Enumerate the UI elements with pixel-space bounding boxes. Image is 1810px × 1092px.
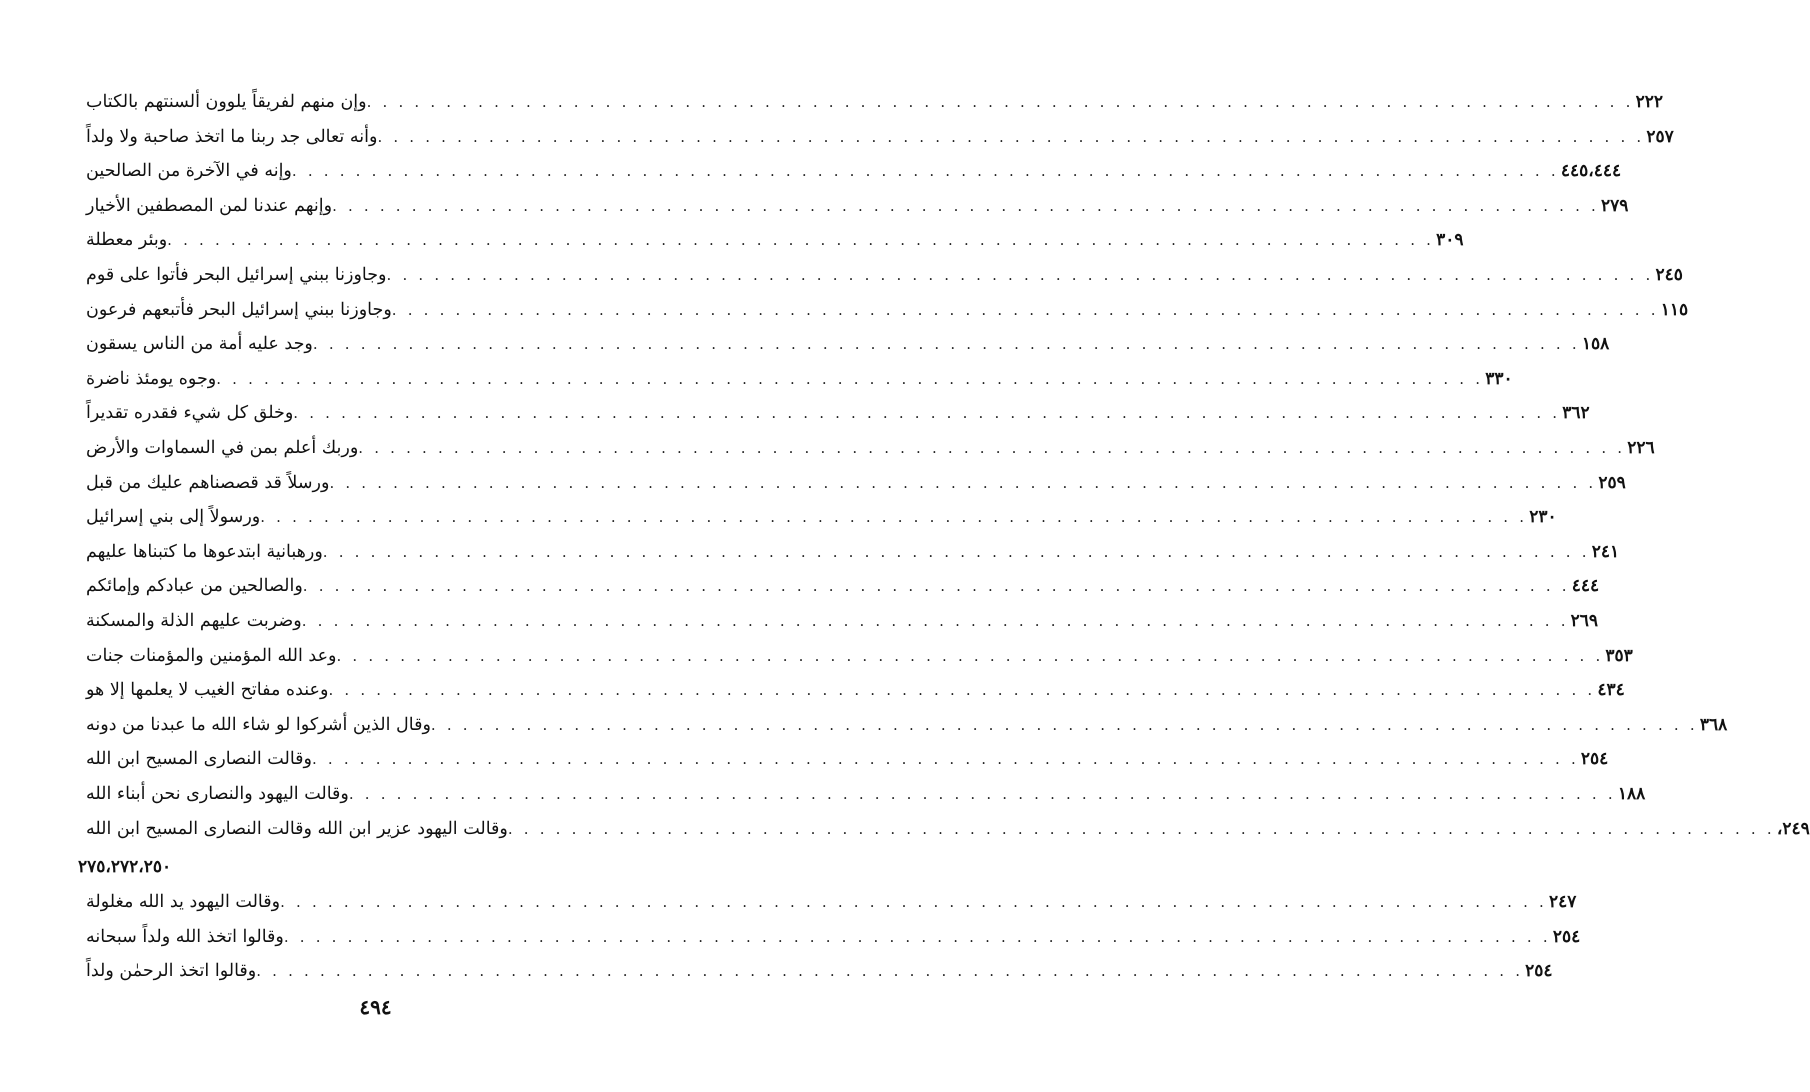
index-entry — [78, 120, 1674, 154]
entry-page-number: ٢٤٩، — [1776, 818, 1810, 839]
dot-leader: . . . . . . . . . . . . . . . . . . . . . . . . . . . . . . . . . . . . . . . . . . . . . . . . . . . . . . . . . . . . . . . . . . . . . . . . . . . . . . . . — [312, 335, 1580, 354]
entry-text: وقالت النصارى المسيح ابن الله — [86, 749, 312, 770]
dot-leader: . . . . . . . . . . . . . . . . . . . . . . . . . . . . . . . . . . . . . . . . . . . . . . . . . . . . . . . . . . . . . . . . . . . . . . . . . . . . . . . . — [329, 473, 1597, 492]
entry-text: وضربت عليهم الذلة والمسكنة — [86, 611, 302, 631]
entry-page-number: ٢٧٩ — [1601, 195, 1629, 216]
dot-leader: . . . . . . . . . . . . . . . . . . . . . . . . . . . . . . . . . . . . . . . . . . . . . . . . . . . . . . . . . . . . . . . . . . . . . . . . . . . . . . . . — [293, 404, 1561, 423]
dot-leader: . . . . . . . . . . . . . . . . . . . . . . . . . . . . . . . . . . . . . . . . . . . . . . . . . . . . . . . . . . . . . . . . . . . . . . . . . . . . . . . . — [291, 162, 1559, 181]
entry-text: وأنه تعالى جد ربنا ما اتخذ صاحبة ولا ولداً — [86, 126, 378, 147]
entry-text: ورسولاً إلى بني إسرائيل — [86, 507, 261, 528]
entry-page-number: ٢٥٤ — [1580, 749, 1609, 770]
entry-text: وقالت اليهود والنصارى نحن أبناء الله — [86, 784, 349, 804]
index-entry — [78, 258, 1683, 292]
entry-page-number: ٤٣٤ — [1597, 680, 1625, 701]
entry-page-number: ٤٤٥،٤٤٤ — [1560, 161, 1622, 182]
entry-page-number: ٢٤١ — [1591, 541, 1620, 562]
entry-text: والصالحين من عبادكم وإمائكم — [86, 576, 303, 597]
dot-leader: . . . . . . . . . . . . . . . . . . . . . . . . . . . . . . . . . . . . . . . . . . . . . . . . . . . . . . . . . . . . . . . . . . . . . . . . . . . . . . . . — [348, 785, 1616, 803]
entry-text: وعد الله المؤمنين والمؤمنات جنات — [86, 645, 337, 666]
dot-leader: . . . . . . . . . . . . . . . . . . . . . . . . . . . . . . . . . . . . . . . . . . . . . . . . . . . . . . . . . . . . . . . . . . . . . . . . . . . . . . . . — [302, 577, 1570, 596]
index-entry — [78, 327, 1610, 361]
dot-leader: . . . . . . . . . . . . . . . . . . . . . . . . . . . . . . . . . . . . . . . . . . . . . . . . . . . . . . . . . . . . . . . . . . . . . . . . . . . . . . . . — [256, 962, 1524, 981]
entry-page-number: ٢٥٤ — [1552, 926, 1581, 947]
entry-page-number: ٣٥٣ — [1605, 645, 1633, 666]
index-entry — [78, 885, 1577, 919]
dot-leader: . . . . . . . . . . . . . . . . . . . . . . . . . . . . . . . . . . . . . . . . . . . . . . . . . . . . . . . . . . . . . . . . . . . . . . . . . . . . . . . . — [507, 819, 1775, 838]
index-entry — [78, 500, 1557, 534]
entry-page-number: ٢٥٤ — [1525, 961, 1553, 982]
page-number: ٤٩٤ — [359, 995, 392, 1019]
entry-page-number: ٣٠٩ — [1436, 230, 1464, 251]
entry-page-number: ٢٤٧ — [1549, 891, 1577, 912]
index-entry — [78, 742, 1609, 776]
dot-leader: . . . . . . . . . . . . . . . . . . . . . . . . . . . . . . . . . . . . . . . . . . . . . . . . . . . . . . . . . . . . . . . . . . . . . . . . . . . . . . . . — [301, 612, 1569, 630]
entry-text: وخلق كل شيء فقدره تقديراً — [86, 403, 294, 424]
dot-leader: . . . . . . . . . . . . . . . . . . . . . . . . . . . . . . . . . . . . . . . . . . . . . . . . . . . . . . . . . . . . . . . . . . . . . . . . . . . . . . . . — [167, 231, 1435, 250]
index-entry — [78, 466, 1626, 500]
index-entry — [78, 673, 1625, 707]
entry-page-number: ٢٦٩ — [1570, 611, 1599, 631]
entry-text: وجوه يومئذ ناضرة — [86, 368, 217, 389]
dot-leader: . . . . . . . . . . . . . . . . . . . . . . . . . . . . . . . . . . . . . . . . . . . . . . . . . . . . . . . . . . . . . . . . . . . . . . . . . . . . . . . . — [322, 542, 1590, 561]
dot-leader: . . . . . . . . . . . . . . . . . . . . . . . . . . . . . . . . . . . . . . . . . . . . . . . . . . . . . . . . . . . . . . . . . . . . . . . . . . . . . . . . — [391, 300, 1659, 319]
index-entry — [78, 154, 1622, 188]
dot-leader: . . . . . . . . . . . . . . . . . . . . . . . . . . . . . . . . . . . . . . . . . . . . . . . . . . . . . . . . . . . . . . . . . . . . . . . . . . . . . . . . — [328, 681, 1596, 700]
dot-leader: . . . . . . . . . . . . . . . . . . . . . . . . . . . . . . . . . . . . . . . . . . . . . . . . . . . . . . . . . . . . . . . . . . . . . . . . . . . . . . . . — [366, 93, 1634, 111]
index-entry — [78, 293, 1689, 327]
dot-leader: . . . . . . . . . . . . . . . . . . . . . . . . . . . . . . . . . . . . . . . . . . . . . . . . . . . . . . . . . . . . . . . . . . . . . . . . . . . . . . . . — [332, 196, 1599, 215]
index-entry — [78, 812, 1810, 846]
entry-page-number: ٣٦٨ — [1699, 714, 1728, 735]
dot-leader: . . . . . . . . . . . . . . . . . . . . . . . . . . . . . . . . . . . . . . . . . . . . . . . . . . . . . . . . . . . . . . . . . . . . . . . . . . . . . . . . — [358, 439, 1626, 457]
index-entry — [78, 189, 1629, 223]
entry-text: وربك أعلم بمن في السماوات والأرض — [86, 438, 359, 458]
index-entry — [78, 569, 1600, 603]
dot-leader: . . . . . . . . . . . . . . . . . . . . . . . . . . . . . . . . . . . . . . . . . . . . . . . . . . . . . . . . . . . . . . . . . . . . . . . . . . . . . . . . — [260, 508, 1528, 527]
entry-text: وقال الذين أشركوا لو شاء الله ما عبدنا من دونه — [86, 714, 431, 735]
index-entry — [78, 604, 1599, 638]
index-entry — [78, 777, 1646, 811]
entry-text: وقالت اليهود عزير ابن الله وقالت النصارى المسيح ابن الله — [86, 818, 508, 839]
entry-page-number: ٤٤٤ — [1571, 576, 1600, 597]
entry-text: وقالوا اتخذ الله ولداً سبحانه — [86, 926, 284, 947]
index-entry — [78, 431, 1655, 465]
entry-text: ورسلاً قد قصصناهم عليك من قبل — [86, 472, 330, 493]
entry-text: وإن منهم لفريقاً يلوون ألسنتهم بالكتاب — [86, 92, 367, 112]
entry-text: وجاوزنا ببني إسرائيل البحر فأتوا على قوم — [86, 265, 387, 285]
entry-text: وقالوا اتخذ الرحمٰن ولداً — [86, 961, 257, 982]
index-entry — [78, 396, 1590, 430]
entry-page-number: ٣٦٢ — [1562, 403, 1590, 424]
index-entry — [78, 85, 1663, 119]
dot-leader: . . . . . . . . . . . . . . . . . . . . . . . . . . . . . . . . . . . . . . . . . . . . . . . . . . . . . . . . . . . . . . . . . . . . . . . . . . . . . . . . — [386, 266, 1654, 284]
entry-page-number: ٢٢٢ — [1635, 92, 1663, 112]
entry-page-number: ١١٥ — [1660, 299, 1689, 320]
dot-leader: . . . . . . . . . . . . . . . . . . . . . . . . . . . . . . . . . . . . . . . . . . . . . . . . . . . . . . . . . . . . . . . . . . . . . . . . . . . . . . . . — [430, 715, 1698, 734]
dot-leader: . . . . . . . . . . . . . . . . . . . . . . . . . . . . . . . . . . . . . . . . . . . . . . . . . . . . . . . . . . . . . . . . . . . . . . . . . . . . . . . . — [336, 646, 1604, 665]
index-entry — [78, 362, 1513, 396]
entry-page-number: ١٨٨ — [1617, 784, 1646, 804]
entry-page-number: ٣٣٠ — [1485, 368, 1513, 389]
entry-page-number: ٢٥٩ — [1598, 472, 1626, 493]
dot-leader: . . . . . . . . . . . . . . . . . . . . . . . . . . . . . . . . . . . . . . . . . . . . . . . . . . . . . . . . . . . . . . . . . . . . . . . . . . . . . . . . — [216, 369, 1484, 388]
index-entry — [78, 535, 1620, 569]
dot-leader: . . . . . . . . . . . . . . . . . . . . . . . . . . . . . . . . . . . . . . . . . . . . . . . . . . . . . . . . . . . . . . . . . . . . . . . . . . . . . . . . — [377, 127, 1645, 146]
dot-leader: . . . . . . . . . . . . . . . . . . . . . . . . . . . . . . . . . . . . . . . . . . . . . . . . . . . . . . . . . . . . . . . . . . . . . . . . . . . . . . . . — [311, 750, 1579, 769]
entry-text: وجد عليه أمة من الناس يسقون — [86, 334, 313, 355]
entry-page-number: ٢٢٦ — [1627, 438, 1655, 458]
index-entry — [78, 920, 1581, 954]
entry-text: وعنده مفاتح الغيب لا يعلمها إلا هو — [86, 680, 329, 701]
dot-leader: . . . . . . . . . . . . . . . . . . . . . . . . . . . . . . . . . . . . . . . . . . . . . . . . . . . . . . . . . . . . . . . . . . . . . . . . . . . . . . . . — [283, 927, 1551, 946]
entry-text: ورهبانية ابتدعوها ما كتبناها عليهم — [86, 541, 323, 562]
entry-page-number: ٢٣٠ — [1529, 507, 1557, 528]
entry-text: وجاوزنا ببني إسرائيل البحر فأتبعهم فرعون — [86, 299, 392, 320]
entry-page-number: ٢٤٥ — [1655, 265, 1683, 285]
index-entry — [78, 223, 1464, 257]
entry-text: وإنهم عندنا لمن المصطفين الأخيار — [86, 195, 333, 216]
dot-leader: . . . . . . . . . . . . . . . . . . . . . . . . . . . . . . . . . . . . . . . . . . . . . . . . . . . . . . . . . . . . . . . . . . . . . . . . . . . . . . . . — [280, 892, 1548, 911]
index-entry — [78, 954, 1553, 988]
entry-text: وبئر معطلة — [86, 230, 168, 251]
index-entry — [78, 708, 1728, 742]
index-entry — [78, 639, 1633, 673]
entry-text: وإنه في الآخرة من الصالحين — [86, 161, 292, 182]
entry-page-number: ١٥٨ — [1581, 334, 1610, 355]
continuation-pages: ٢٧٥،٢٧٢،٢٥٠ — [78, 857, 172, 878]
entry-page-number: ٢٥٧ — [1646, 126, 1674, 147]
entry-text: وقالت اليهود يد الله مغلولة — [86, 891, 281, 912]
